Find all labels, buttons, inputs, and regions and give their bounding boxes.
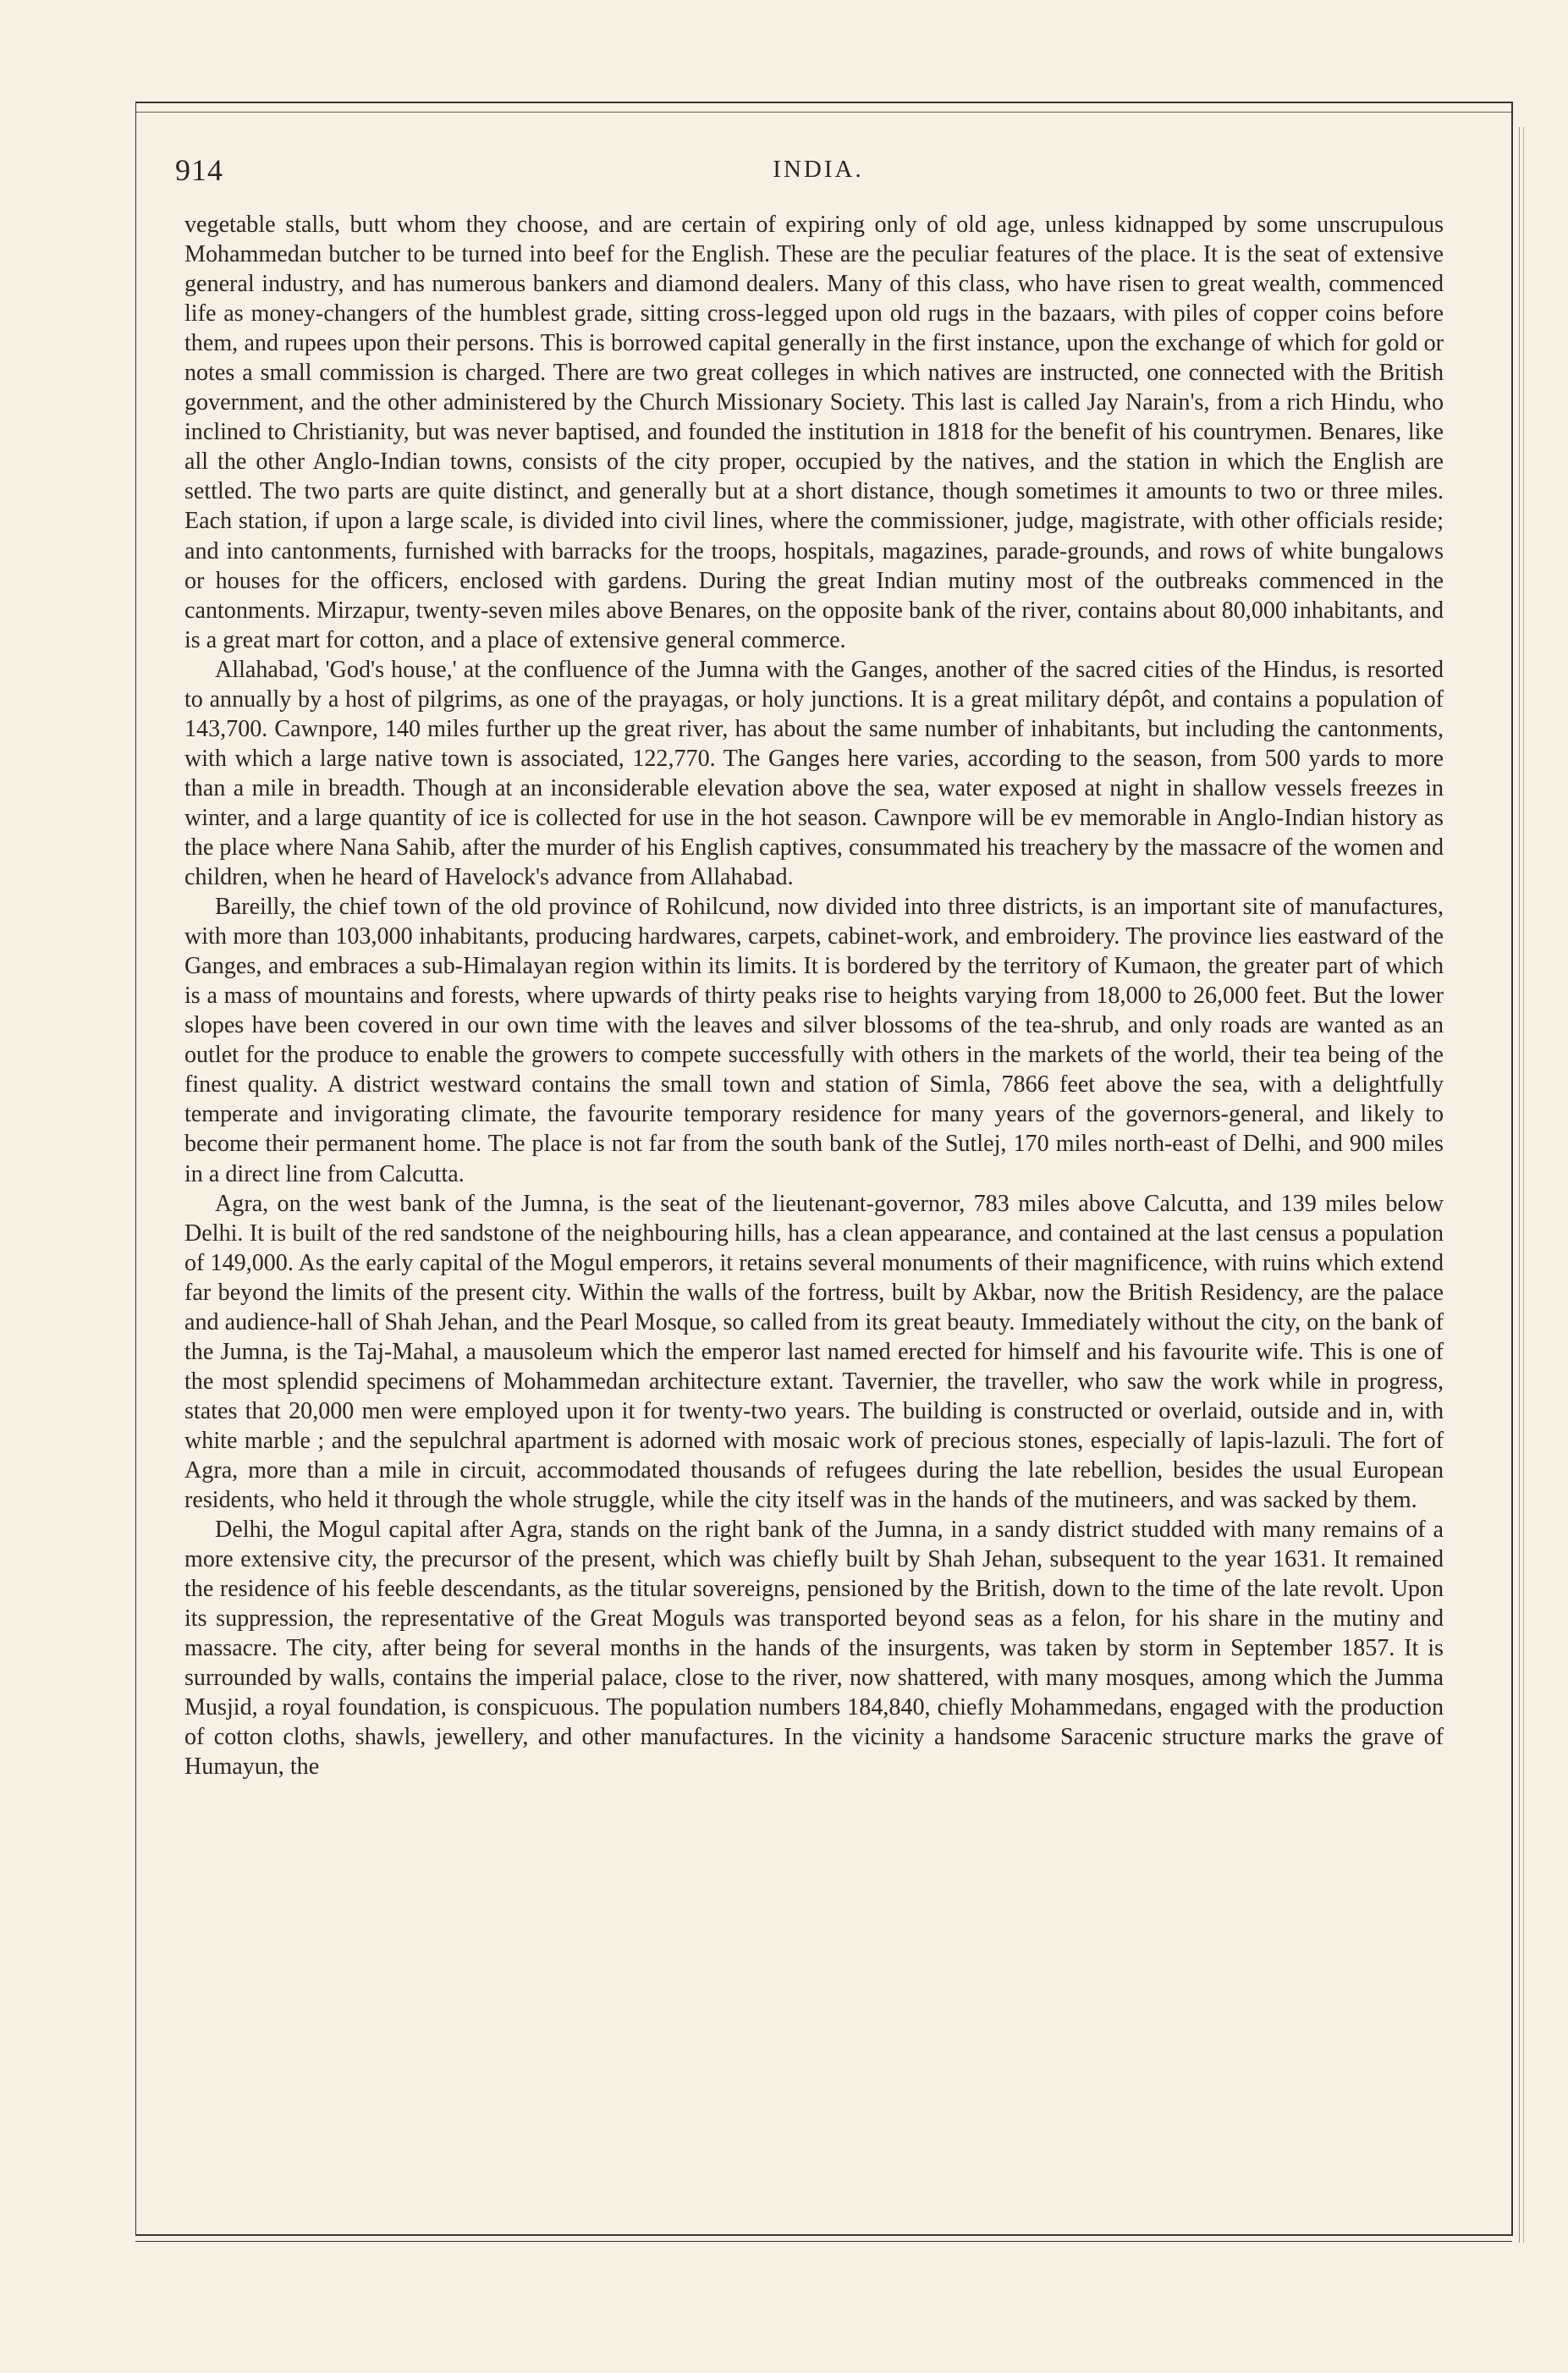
page-number: 914 <box>175 153 223 187</box>
paragraph-delhi: Delhi, the Mogul capital after Agra, stands on the right bank of the Jumna, in a sandy district studded with many remains of a more extensive city, the precursor of the present, which was chiefly built by Shah Jehan, subsequent to the year 1631. It remained the residence of his feeble descendants, as the titular sovereigns, pensioned by the British, down to the time of the late revolt. Upon its suppression, the representative of the Great Moguls was transported beyond seas as a felon, for his share in the mutiny and massacre. The city, after being for several months in the hands of the insurgents, was taken by storm in September 1857. It is surrounded by walls, contains the imperial palace, close to the river, now shattered, with many mosques, among which the Jumma Musjid, a royal foundation, is conspicuous. The population numbers 184,840, chiefly Mohammedans, engaged with the production of cotton cloths, shawls, jewellery, and other manufactures. In the vicinity a handsome Saracenic structure marks the grave of Humayun, the <box>184 1517 1444 1781</box>
body-text <box>184 210 1444 2156</box>
paragraph-benares: vegetable stalls, butt whom they choose, and are certain of expiring only of old age, unless kidnapped by some unscrupulous Mohammedan butcher to be turned into beef for the English. These are the peculiar features of the place. It is the seat of extensive general industry, and has numerous bankers and diamond dealers. Many of this class, who have risen to great wealth, commenced life as money-changers of the humblest grade, sitting cross-legged upon old rugs in the bazaars, with piles of copper coins before them, and rupees upon their persons. This is borrowed capital generally in the first instance, upon the exchange of which for gold or notes a small commission is charged. There are two great colleges in which natives are instructed, one connected with the British government, and the other administered by the Church Missionary Society. This last is called Jay Narain's, from a rich Hindu, who inclined to Christianity, but was never baptised, and founded the institution in 1818 for the benefit of his countrymen. Benares, like all the other Anglo-Indian towns, consists of the city proper, occupied by the natives, and the station in which the English are settled. The two parts are quite distinct, and generally but at a short distance, though sometimes it amounts to two or three miles. Each station, if upon a large scale, is divided into civil lines, where the commissioner, judge, magistrate, with other officials reside; and into cantonments, furnished with barracks for the troops, hospitals, magazines, parade-grounds, and rows of white bungalows or houses for the officers, enclosed with gardens. During the great Indian mutiny most of the outbreaks commenced in the cantonments. Mirzapur, twenty-seven miles above Benares, on the opposite bank of the river, contains about 80,000 inhabitants, and is a great mart for cotton, and a place of extensive general commerce. <box>184 212 1444 653</box>
bottom-rule <box>135 2234 1512 2242</box>
page-edge <box>1519 127 1524 2243</box>
paragraph-allahabad: Allahabad, 'God's house,' at the confluence of the Jumna with the Ganges, another of the sacred cities of the Hindus, is resorted to annually by a host of pilgrims, as one of the prayagas, or holy junctions. It is a great military dépôt, and contains a population of 143,700. Cawnpore, 140 miles further up the great river, has about the same number of inhabitants, but including the cantonments, with which a large native town is associated, 122,770. The Ganges here varies, according to the season, from 500 yards to more than a mile in breadth. Though at an inconsiderable elevation above the sea, water exposed at night in shallow vessels freezes in winter, and a large quantity of ice is collected for use in the hot season. Cawnpore will be ev memorable in Anglo-Indian history as the place where Nana Sahib, after the murder of his English captives, consummated his treachery by the massacre of the women and children, when he heard of Havelock's advance from Allahabad. <box>184 656 1444 891</box>
page-header <box>175 152 1461 190</box>
running-head: INDIA. <box>773 156 864 183</box>
paragraph-bareilly: Bareilly, the chief town of the old province of Rohilcund, now divided into three districts, is an important site of manufactures, with more than 103,000 inhabitants, producing hardwares, carpets, cabinet-work, and embroidery. The province lies eastward of the Ganges, and embraces a sub-Himalayan region within its limits. It is bordered by the territory of Kumaon, the greater part of which is a mass of mountains and forests, where upwards of thirty peaks rise to heights varying from 18,000 to 26,000 feet. But the lower slopes have been covered in our own time with the leaves and silver blossoms of the tea-shrub, and only roads are wanted as an outlet for the produce to enable the growers to compete successfully with others in the markets of the world, their tea being of the finest quality. A district westward contains the small town and station of Simla, 7866 feet above the sea, with a delightfully temperate and invigorating climate, the favourite temporary residence for many years of the governors-general, and likely to become their permanent home. The place is not far from the south bank of the Sutlej, 170 miles north-east of Delhi, and 900 miles in a direct line from Calcutta. <box>184 894 1444 1187</box>
paragraph-agra: Agra, on the west bank of the Jumna, is the seat of the lieutenant-governor, 783 miles above Calcutta, and 139 miles below Delhi. It is built of the red sandstone of the neighbouring hills, has a clean appearance, and contained at the last census a population of 149,000. As the early capital of the Mogul emperors, it retains several monuments of their magnificence, with ruins which extend far beyond the limits of the present city. Within the walls of the fortress, built by Akbar, now the British Residency, are the palace and audience-hall of Shah Jehan, and the Pearl Mosque, so called from its great beauty. Immediately without the city, on the bank of the Jumna, is the Taj-Mahal, a mausoleum which the emperor last named erected for himself and his favourite wife. This is one of the most splendid specimens of Mohammedan architecture extant. Tavernier, the traveller, who saw the work while in progress, states that 20,000 men were employed upon it for twenty-two years. The building is constructed or overlaid, outside and in, with white marble ; and the sepulchral apartment is adorned with mosaic work of precious stones, especially of lapis-lazuli. The fort of Agra, more than a mile in circuit, accommodated thousands of refugees during the late rebellion, besides the usual European residents, who held it through the whole struggle, while the city itself was in the hands of the mutineers, and was sacked by them. <box>184 1190 1444 1514</box>
